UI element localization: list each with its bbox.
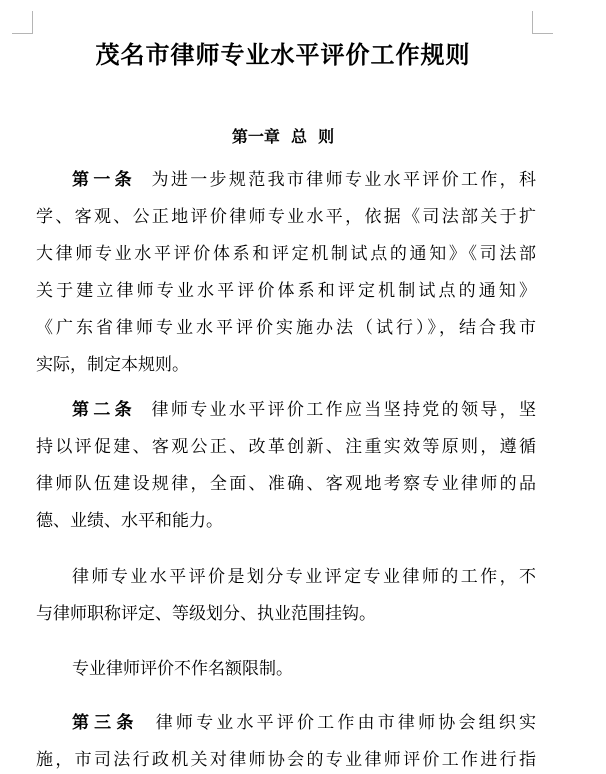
article-1-line-5: 《广东省律师专业水平评价实施办法（试行）》，结合我市 [36, 318, 536, 338]
article-3-label: 第三条 [72, 713, 139, 733]
paragraph-1-line-1: 律师专业水平评价是划分专业评定专业律师的工作，不 [72, 567, 536, 587]
article-1-line-4: 关于建立律师专业水平评价体系和评定机制试点的通知》 [36, 281, 536, 301]
article-1-line-2: 学、客观、公正地评价律师专业水平，依据《司法部关于扩 [36, 207, 536, 227]
document-title: 茂名市律师专业水平评价工作规则 [95, 41, 471, 69]
article-2-line-1: 第二条 律师专业水平评价工作应当坚持党的领导，坚 [72, 400, 537, 420]
article-2-line-3: 律师队伍建设规律，全面、准确、客观地考察专业律师的品 [36, 474, 536, 494]
article-2-line-4: 德、业绩、水平和能力。 [36, 511, 223, 531]
paragraph-2-line-1: 专业律师评价不作名额限制。 [72, 659, 293, 679]
article-1-label: 第一条 [72, 170, 137, 190]
article-1-line-1: 第一条 为进一步规范我市律师专业水平评价工作，科 [72, 170, 537, 190]
article-2-line-2: 持以评促建、客观公正、改革创新、注重实效等原则，遵循 [36, 437, 536, 457]
article-1-line-3: 大律师专业水平评价体系和评定机制试点的通知》《司法部 [36, 244, 536, 264]
article-1-line-6: 实际，制定本规则。 [36, 355, 189, 375]
paragraph-1-line-2: 与律师职称评定、等级划分、执业范围挂钩。 [36, 604, 376, 624]
chapter-heading: 第一章 总 则 [231, 127, 335, 146]
article-3-line-2: 施，市司法行政机关对律师协会的专业律师评价工作进行指 [36, 750, 536, 770]
article-2-label: 第二条 [72, 400, 137, 420]
article-3-line-1: 第三条 律师专业水平评价工作由市律师协会组织实 [72, 713, 536, 733]
